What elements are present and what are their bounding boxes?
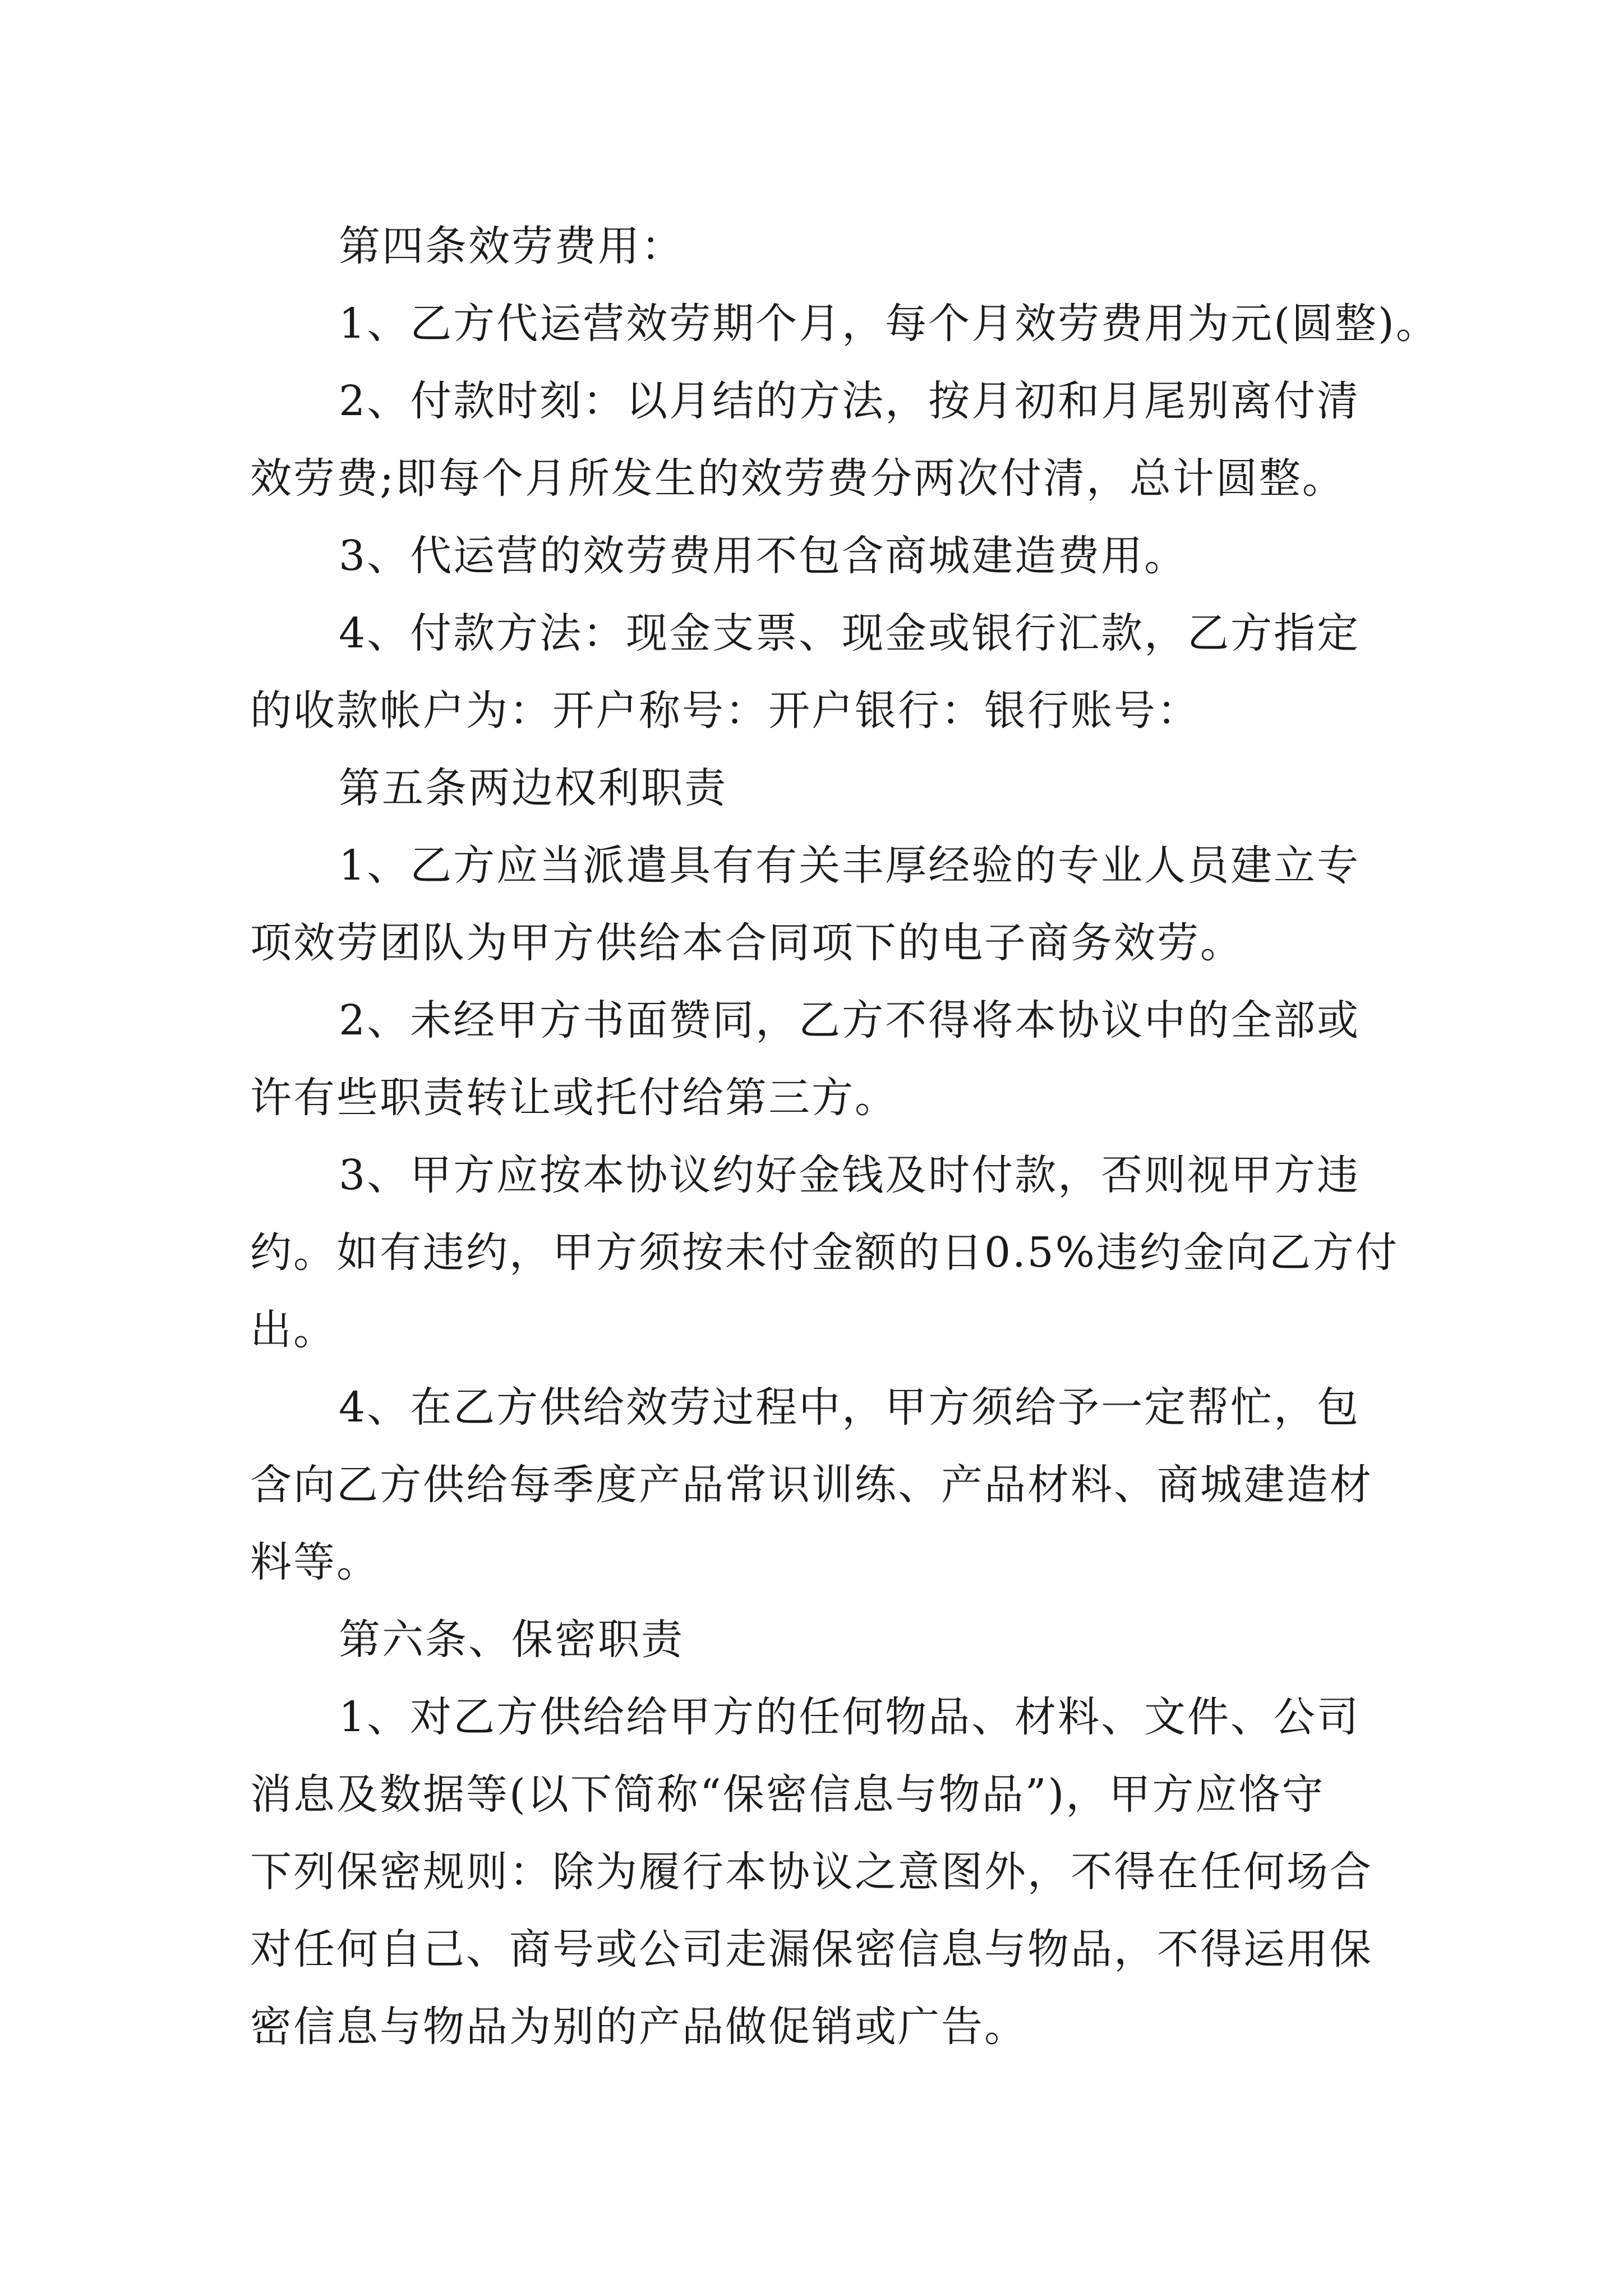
paragraph-line: 1、乙方应当派遣具有有关丰厚经验的专业人员建立专 [339,841,1361,890]
paragraph-line: 2、未经甲方书面赞同，乙方不得将本协议中的全部或 [339,996,1361,1045]
paragraph-line: 含向乙方供给每季度产品常识训练、产品材料、商城建造材 [250,1461,1373,1509]
paragraph-line: 消息及数据等(以下简称“保密信息与物品”)，甲方应恪守 [250,1770,1325,1819]
paragraph-line: 出。 [250,1306,336,1354]
document-page [250,208,1439,2065]
paragraph-line: 效劳费;即每个月所发生的效劳费分两次付清，总计圆整。 [250,454,1345,503]
paragraph-line: 料等。 [250,1538,380,1586]
paragraph-line: 3、代运营的效劳费用不包含商城建造费用。 [339,532,1188,580]
paragraph-line: 4、付款方法：现金支票、现金或银行汇款，乙方指定 [339,609,1361,657]
paragraph-line: 对任何自己、商号或公司走漏保密信息与物品，不得运用保 [250,1925,1373,1973]
paragraph-line: 1、乙方代运营效劳期个月，每个月效劳费用为元(圆整)。 [339,300,1439,348]
paragraph-line: 3、甲方应按本协议约好金钱及时付款，否则视甲方违 [339,1151,1361,1199]
paragraph-line: 约。如有违约，甲方须按未付金额的日0.5%违约金向乙方付 [250,1228,1399,1277]
paragraph-line: 许有些职责转让或托付给第三方。 [250,1074,898,1122]
paragraph-line: 下列保密规则：除为履行本协议之意图外，不得在任何场合 [250,1848,1373,1896]
section-heading-5: 第五条两边权利职责 [339,764,727,812]
paragraph-line: 的收款帐户为：开户称号：开户银行：银行账号： [250,687,1200,735]
paragraph-line: 1、对乙方供给给甲方的任何物品、材料、文件、公司 [339,1693,1361,1741]
paragraph-line: 4、在乙方供给效劳过程中，甲方须给予一定帮忙，包 [339,1383,1361,1432]
paragraph-line: 2、付款时刻：以月结的方法，按月初和月尾别离付清 [339,377,1361,425]
section-heading-6: 第六条、保密职责 [339,1616,684,1664]
paragraph-line: 项效劳团队为甲方供给本合同项下的电子商务效劳。 [250,919,1243,967]
paragraph-line: 密信息与物品为别的产品做促销或广告。 [250,2003,1027,2051]
section-heading-4: 第四条效劳费用： [339,222,684,270]
